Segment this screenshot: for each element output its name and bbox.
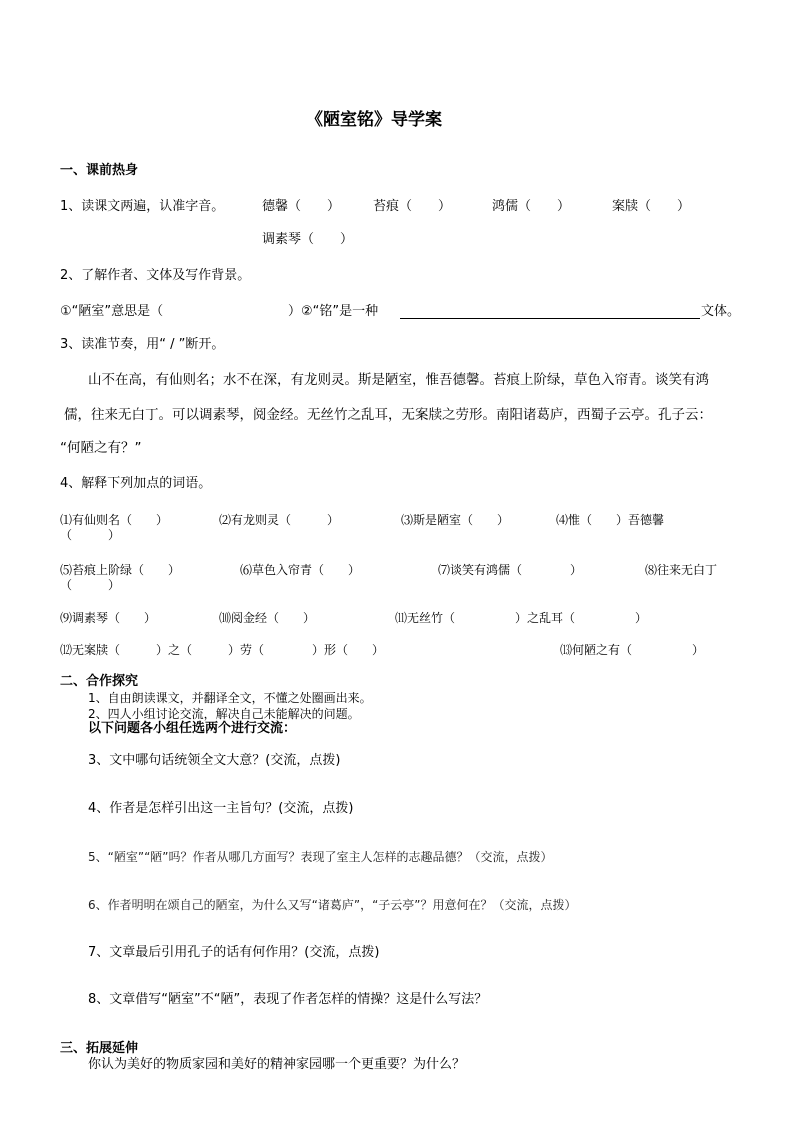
- page-title: 《陋室铭》导学案: [306, 110, 442, 130]
- q4-item-9: ⑼调素琴（ ）: [60, 611, 157, 625]
- q4-item-4: ⑷惟（ ）吾德馨: [556, 513, 665, 527]
- q4-item-13: ⒀何陋之有（ ）: [560, 643, 705, 657]
- q1-item-2: 苔痕（ ）: [373, 199, 452, 214]
- s2-question-8: 8、文章借写“陋室”不“陋”，表现了作者怎样的情操？这是什么写法？: [88, 992, 488, 1007]
- q4-item-2: ⑵有龙则灵（ ）: [219, 513, 340, 527]
- q4-item-7: ⑺谈笑有鸿儒（ ）: [438, 563, 583, 577]
- section-2-heading: 二、合作探究: [60, 674, 139, 689]
- s2-question-7: 7、文章最后引用孔子的话有何作用？(交流，点拨): [88, 945, 380, 960]
- s2-question-3: 3、文中哪句话统领全文大意？(交流，点拨): [88, 753, 341, 768]
- s3-text: 你认为美好的物质家园和美好的精神家园哪一个更重要？为什么？: [88, 1057, 466, 1072]
- q4-item-10: ⑽阅金经（ ）: [219, 611, 316, 625]
- q2-answer-line: [400, 318, 700, 319]
- q4-item-11: ⑾无丝竹（ ）之乱耳（ ）: [395, 611, 648, 625]
- q4-lead: 4、解释下列加点的词语。: [60, 476, 212, 491]
- q4-item-8: ⑻往来无白丁: [645, 563, 718, 577]
- s2-line-2: 2、四人小组讨论交流，解决自己未能解决的问题。: [88, 707, 360, 721]
- s2-question-6: 6、作者明明在颂自己的陋室，为什么又写“诸葛庐”，“子云亭”？用意何在？（交流，点拨）: [88, 898, 577, 912]
- q4-item-1: ⑴有仙则名（ ）: [60, 513, 169, 527]
- q3-lead: 3、读准节奏，用“ / ”断开。: [60, 337, 225, 352]
- q4-item-5: ⑸苔痕上阶绿（ ）: [60, 563, 181, 577]
- q4-item-8-cont: （ ）: [60, 578, 121, 592]
- q4-item-3: ⑶斯是陋室（ ）: [401, 513, 510, 527]
- s2-line-1: 1、自由朗读课文，并翻译全文，不懂之处圈画出来。: [88, 691, 372, 705]
- q2-lead: 2、了解作者、文体及写作背景。: [60, 268, 251, 283]
- q3-text-line-3: “何陋之有？”: [60, 440, 142, 456]
- q2-part-b: ）②“铭”是一种: [288, 304, 379, 319]
- q1-item-3: 鸿儒（ ）: [492, 199, 571, 214]
- q1-item-1: 德馨（ ）: [262, 199, 341, 214]
- s2-question-5: 5、“陋室”“陋”吗？作者从哪几方面写？表现了室主人怎样的志趣品德？（交流，点拨）: [88, 850, 553, 864]
- q1-item-5: 调素琴（ ）: [262, 232, 354, 247]
- section-3-heading: 三、拓展延伸: [60, 1041, 139, 1056]
- q2-part-c: 文体。: [701, 304, 741, 319]
- q3-text-line-1: 山不在高，有仙则名；水不在深，有龙则灵。斯是陋室，惟吾德馨。苔痕上阶绿，草色入帘青。谈笑有鸿: [88, 372, 709, 388]
- s2-line-3: 以下问题各小组任选两个进行交流：: [88, 721, 297, 736]
- q2-part-a: ①“陋室”意思是（: [60, 304, 164, 319]
- q1-item-4: 案牍（ ）: [612, 199, 691, 214]
- q4-item-4-cont: （ ）: [60, 528, 121, 542]
- s2-question-4: 4、作者是怎样引出这一主旨句？(交流，点拨): [88, 801, 354, 816]
- q1-lead: 1、读课文两遍，认准字音。: [60, 199, 225, 214]
- q3-text-line-2: 儒，往来无白丁。可以调素琴，阅金经。无丝竹之乱耳，无案牍之劳形。南阳诸葛庐，西蜀子云亭。孔子云：: [64, 407, 712, 423]
- section-1-heading: 一、课前热身: [60, 163, 139, 178]
- q4-item-12: ⑿无案牍（ ）之（ ）劳（ ）形（ ）: [60, 643, 385, 657]
- q4-item-6: ⑹草色入帘青（ ）: [240, 563, 361, 577]
